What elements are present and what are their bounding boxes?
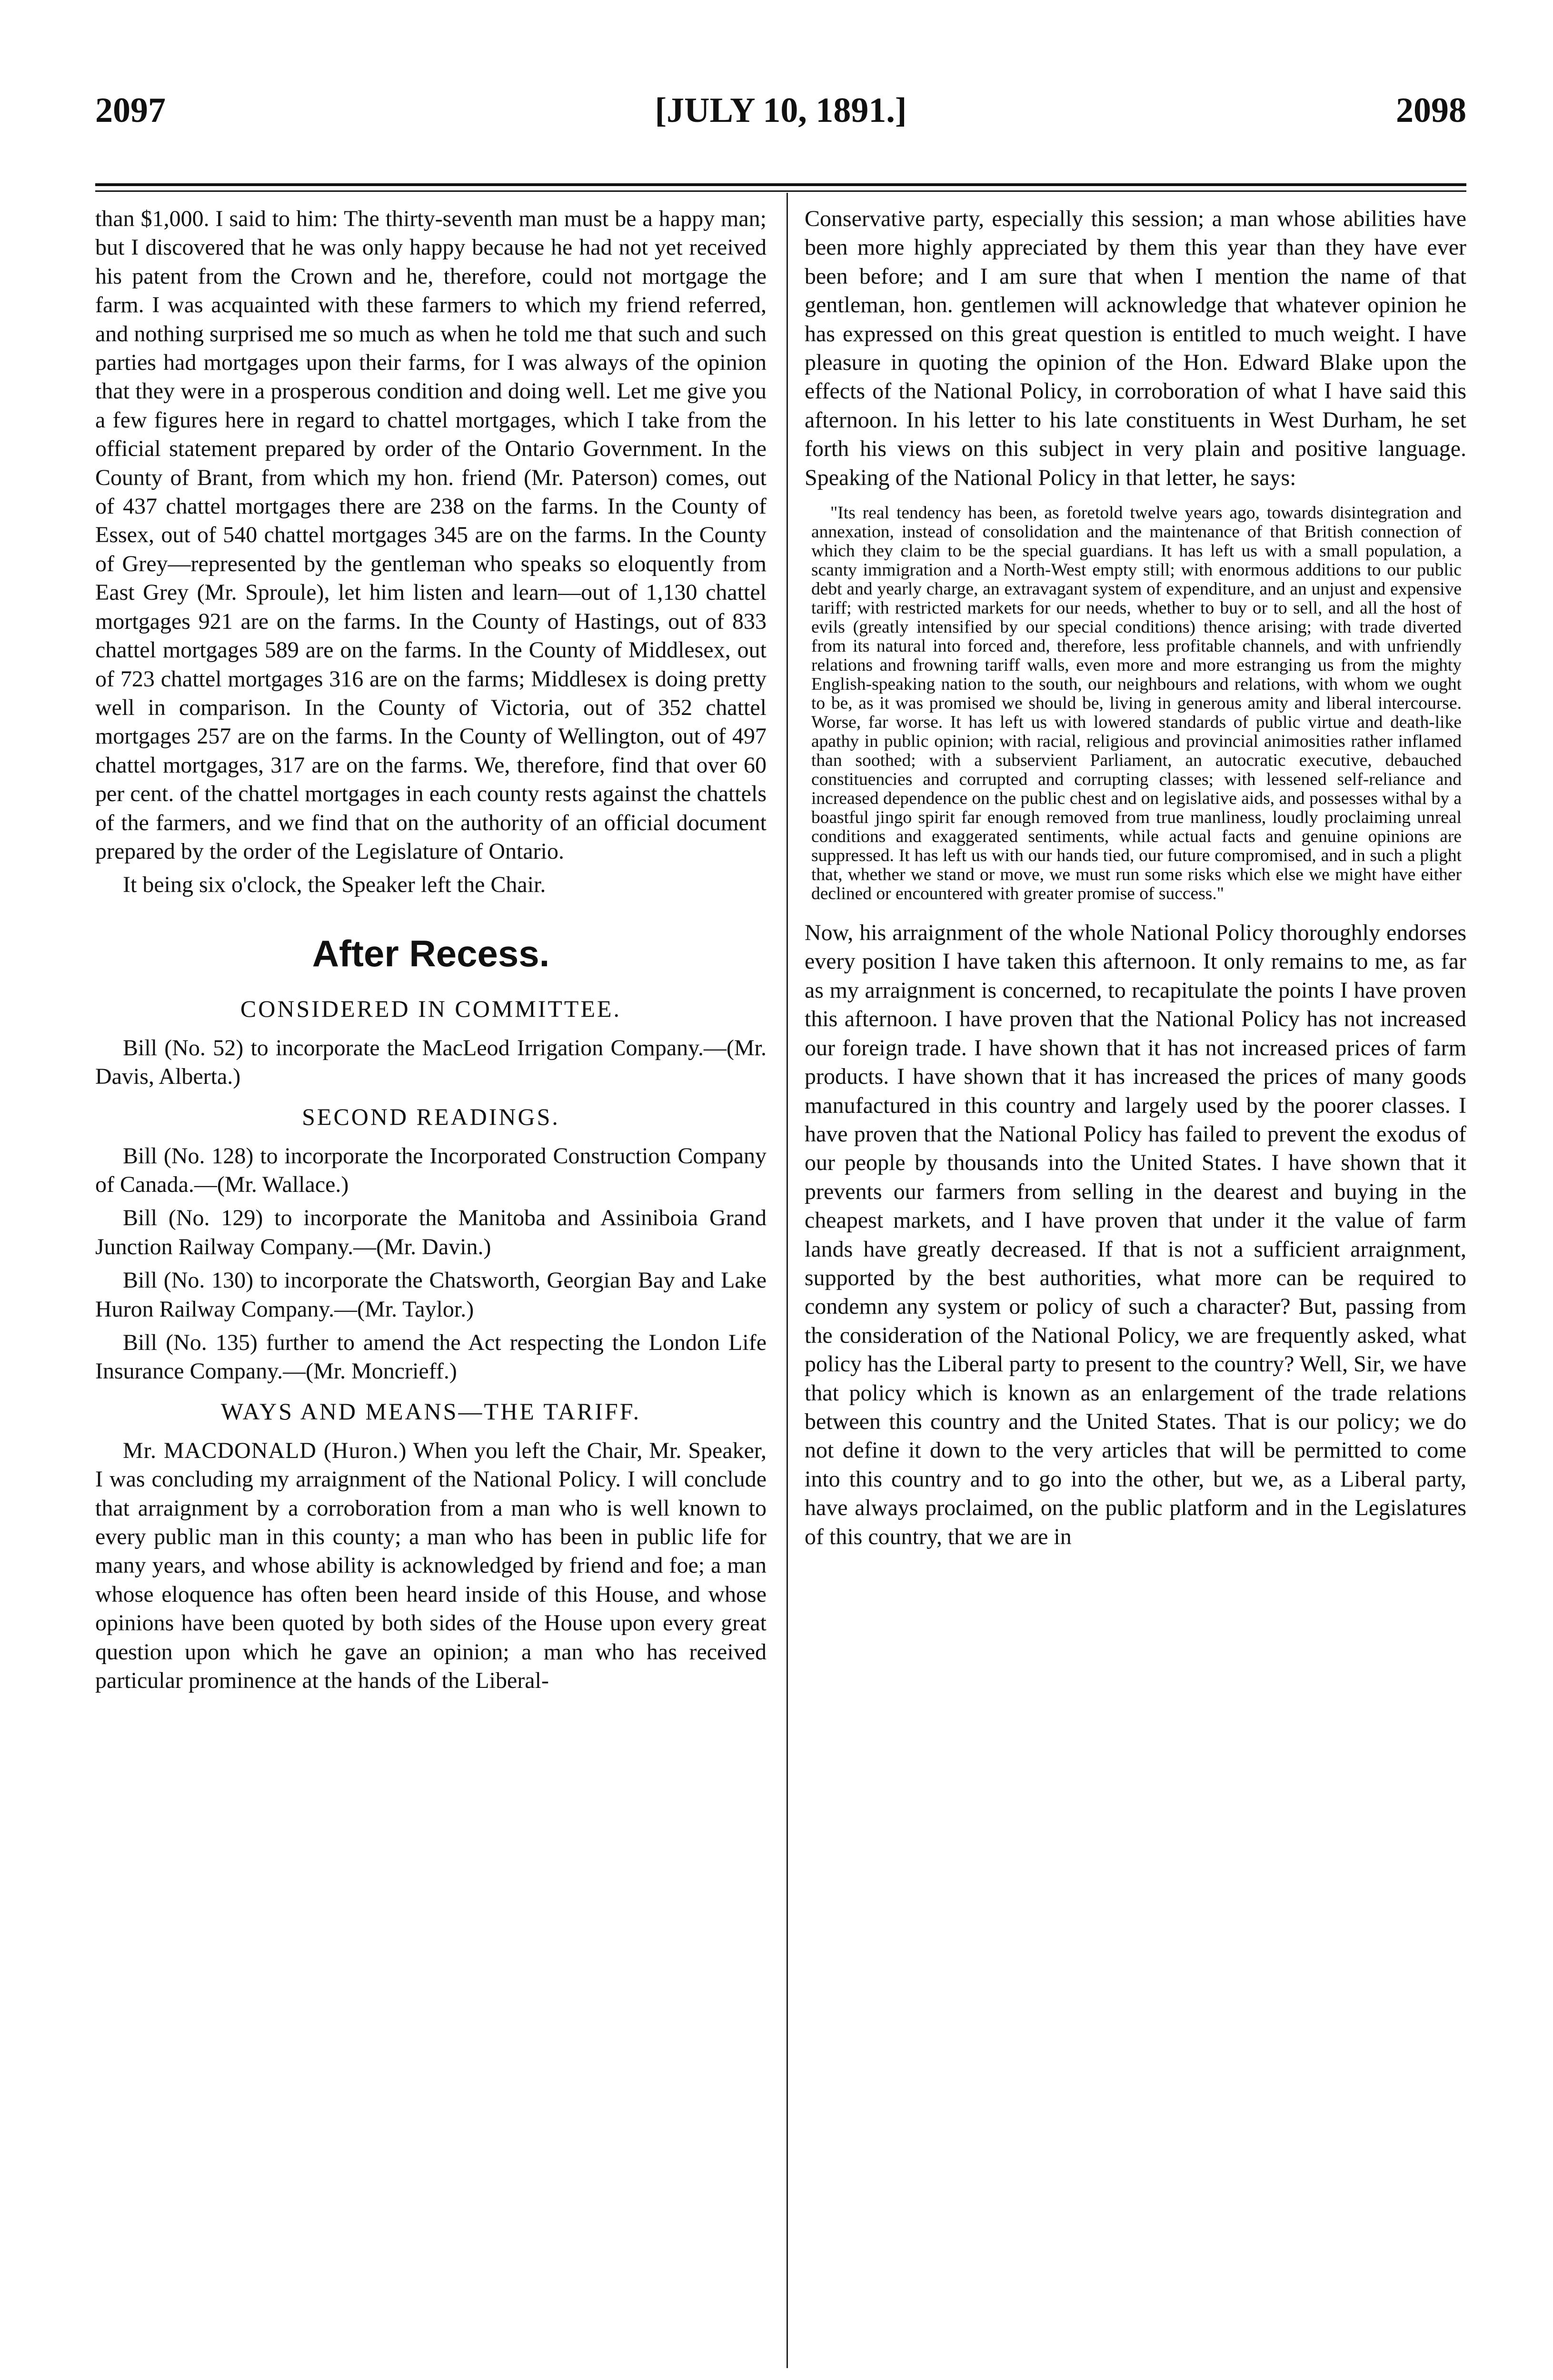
page-header bbox=[95, 90, 1466, 143]
macdonald-speech-text: When you left the Chair, Mr. Speaker, I was concluding my arraignment of the National Policy. I will conclude that arraignment by a corroboration from a man who is well known to every public man in this county; a man who has been in public life for many years, and whose ability is acknowledged by friend and foe; a man whose eloquence has often been heard inside of this House, and whose opinions have been quoted by both sides of the House upon every great question upon which he gave an opinion; a man who has received particular prominence at the hands of the Liberal- bbox=[95, 1438, 767, 1694]
considered-in-committee-heading: CONSIDERED IN COMMITTEE. bbox=[240, 995, 622, 1022]
page-date: [JULY 10, 1891.] bbox=[655, 91, 907, 130]
bill-130: Bill (No. 130) to incorporate the Chatsworth, Georgian Bay and Lake Huron Railway Company.—(Mr. Taylor.) bbox=[95, 1268, 767, 1322]
header-rule-thin bbox=[95, 190, 1466, 192]
blake-quote-text: "Its real tendency has been, as foretold twelve years ago, towards disintegration and annexation, instead of consolidation and the maintenance of that British connection of which they claim to be the special guardians. It has left us with a small population, a scanty immigration and a North-West empty still; with enormous additions to our public debt and yearly charge, an extravagant system of expenditure, and an unjust and expensive tariff; with restricted markets for our needs, whether to buy or to sell, and all the host of evils (greatly intensified by our special conditions) thence arising; with trade diverted from its natural into forced and, therefore, less profitable channels, and with unfriendly relations and frowning tariff walls, even more and more estranging us from the mighty English-speaking nation to the south, our neighbours and relations, with whom we ought to be, as it was promised we should be, living in generous amity and liberal intercourse. Worse, far worse. It has left us with lowered standards of public virtue and death-like apathy in public opinion; with racial, religious and provincial animosities rather inflamed than soothed; with a subservient Parliament, an autocratic executive, debauched constituencies and corrupted and corrupting classes; with lessened self-reliance and increased dependence on the public chest and on legislative aids, and possesses withal by a boastful jingo spirit far enough removed from true manliness, loudly proclaiming unreal conditions and exaggerated sentiments, while actual facts and genuine opinions are suppressed. It has left us with our hands tied, our future compromised, and in such a plight that, whether we stand or move, we must run some risks which else we might have either declined or encountered with greater promise of success." bbox=[811, 503, 1462, 904]
column-divider bbox=[786, 193, 788, 2368]
left-column bbox=[95, 205, 767, 1700]
bill-129: Bill (No. 129) to incorporate the Manitoba and Assiniboia Grand Junction Railway Company.—(Mr. Davin.) bbox=[95, 1205, 767, 1259]
closing-paragraph: Now, his arraignment of the whole National Policy thoroughly endorses every position I have taken this afternoon. It only remains to me, as far as my arraignment is concerned, to recapitulate the points I have proven this afternoon. I have proven that the National Policy has not increased our foreign trade. I have shown that it has not increased prices of farm products. I have shown that it has increased the prices of many goods manufactured in this country and largely used by the poorer classes. I have proven that the National Policy has failed to prevent the exodus of our people by thousands into the United States. I have shown that it prevents our farmers from selling in the dearest and buying in the cheapest markets, and I have proven that under it the value of farm lands have greatly decreased. If that is not a sufficient arraignment, supported by the best authorities, what more can be required to condemn any system or policy of such a character? But, passing from the consideration of the National Policy, we are frequently asked, what policy has the Liberal party to present to the country? Well, Sir, we have that policy which is known as an enlargement of the trade relations between this country and the United States. That is our policy; we do not define it down to the very articles that will be permitted to come into this country and to go into the other, but we, as a Liberal party, have always proclaimed, on the public platform and in the Legislatures of this country, that we are in bbox=[805, 920, 1466, 1549]
right-page-number: 2098 bbox=[1396, 91, 1466, 130]
blake-quotation bbox=[811, 504, 1462, 903]
bill-128: Bill (No. 128) to incorporate the Incorporated Construction Company of Canada.—(Mr. Wallace.) bbox=[95, 1143, 767, 1197]
speaker-name: Mr. MACDONALD (Huron.) bbox=[123, 1438, 407, 1463]
right-column bbox=[805, 205, 1466, 1556]
bill-135: Bill (No. 135) further to amend the Act respecting the London Life Insurance Company.—(Mr. Moncrieff.) bbox=[95, 1330, 767, 1384]
second-readings-heading: SECOND READINGS. bbox=[302, 1103, 560, 1130]
six-oclock-note: It being six o'clock, the Speaker left the Chair. bbox=[123, 872, 546, 898]
bill-52: Bill (No. 52) to incorporate the MacLeod Irrigation Company.—(Mr. Davis, Alberta.) bbox=[95, 1035, 767, 1090]
macdonald-speech bbox=[95, 1437, 767, 1696]
left-page-number: 2097 bbox=[95, 91, 166, 130]
header-rule-thick bbox=[95, 183, 1466, 186]
after-recess-heading: After Recess. bbox=[312, 932, 550, 974]
ways-and-means-heading: WAYS AND MEANS—THE TARIFF. bbox=[220, 1398, 641, 1425]
right-continuation-paragraph: Conservative party, especially this session; a man whose abilities have been more highly appreciated by them this year than they have ever been before; and I am sure that when I mention the name of that gentleman, hon. gentlemen will acknowledge that whatever opinion he has expressed on this great question is entitled to much weight. I have pleasure in quoting the opinion of the Hon. Edward Blake upon the effects of the National Policy, in corroboration of what I have said this afternoon. In his letter to his late constituents in West Durham, he set forth his views on this subject in very plain and positive language. Speaking of the National Policy in that letter, he says: bbox=[805, 206, 1466, 490]
left-continuation-paragraph: than $1,000. I said to him: The thirty-seventh man must be a happy man; but I discovered that he was only happy because he had not yet received his patent from the Crown and he, therefore, could not mortgage the farm. I was acquainted with these farmers to which my friend referred, and nothing surprised me so much as when he told me that such and such parties had mortgages upon their farms, for I was always of the opinion that they were in a prosperous condition and doing well. Let me give you a few figures here in regard to chattel mortgages, which I take from the official statement prepared by order of the Ontario Government. In the County of Brant, from which my hon. friend (Mr. Paterson) comes, out of 437 chattel mortgages there are 238 on the farms. In the County of Essex, out of 540 chattel mortgages 345 are on the farms. In the County of Grey—represented by the gentleman who speaks so eloquently from East Grey (Mr. Sproule), let him listen and learn—out of 1,130 chattel mortgages 921 are on the farms. In the County of Hastings, out of 833 chattel mortgages 589 are on the farms. In the County of Middlesex, out of 723 chattel mortgages 316 are on the farms; Middlesex is doing pretty well in comparison. In the County of Victoria, out of 352 chattel mortgages 257 are on the farms. In the County of Wellington, out of 497 chattel mortgages, 317 are on the farms. We, therefore, find that over 60 per cent. of the chattel mortgages in each county rests against the chattels of the farmers, and we find that on the authority of an official document prepared by the order of the Legislature of Ontario. bbox=[95, 206, 767, 864]
